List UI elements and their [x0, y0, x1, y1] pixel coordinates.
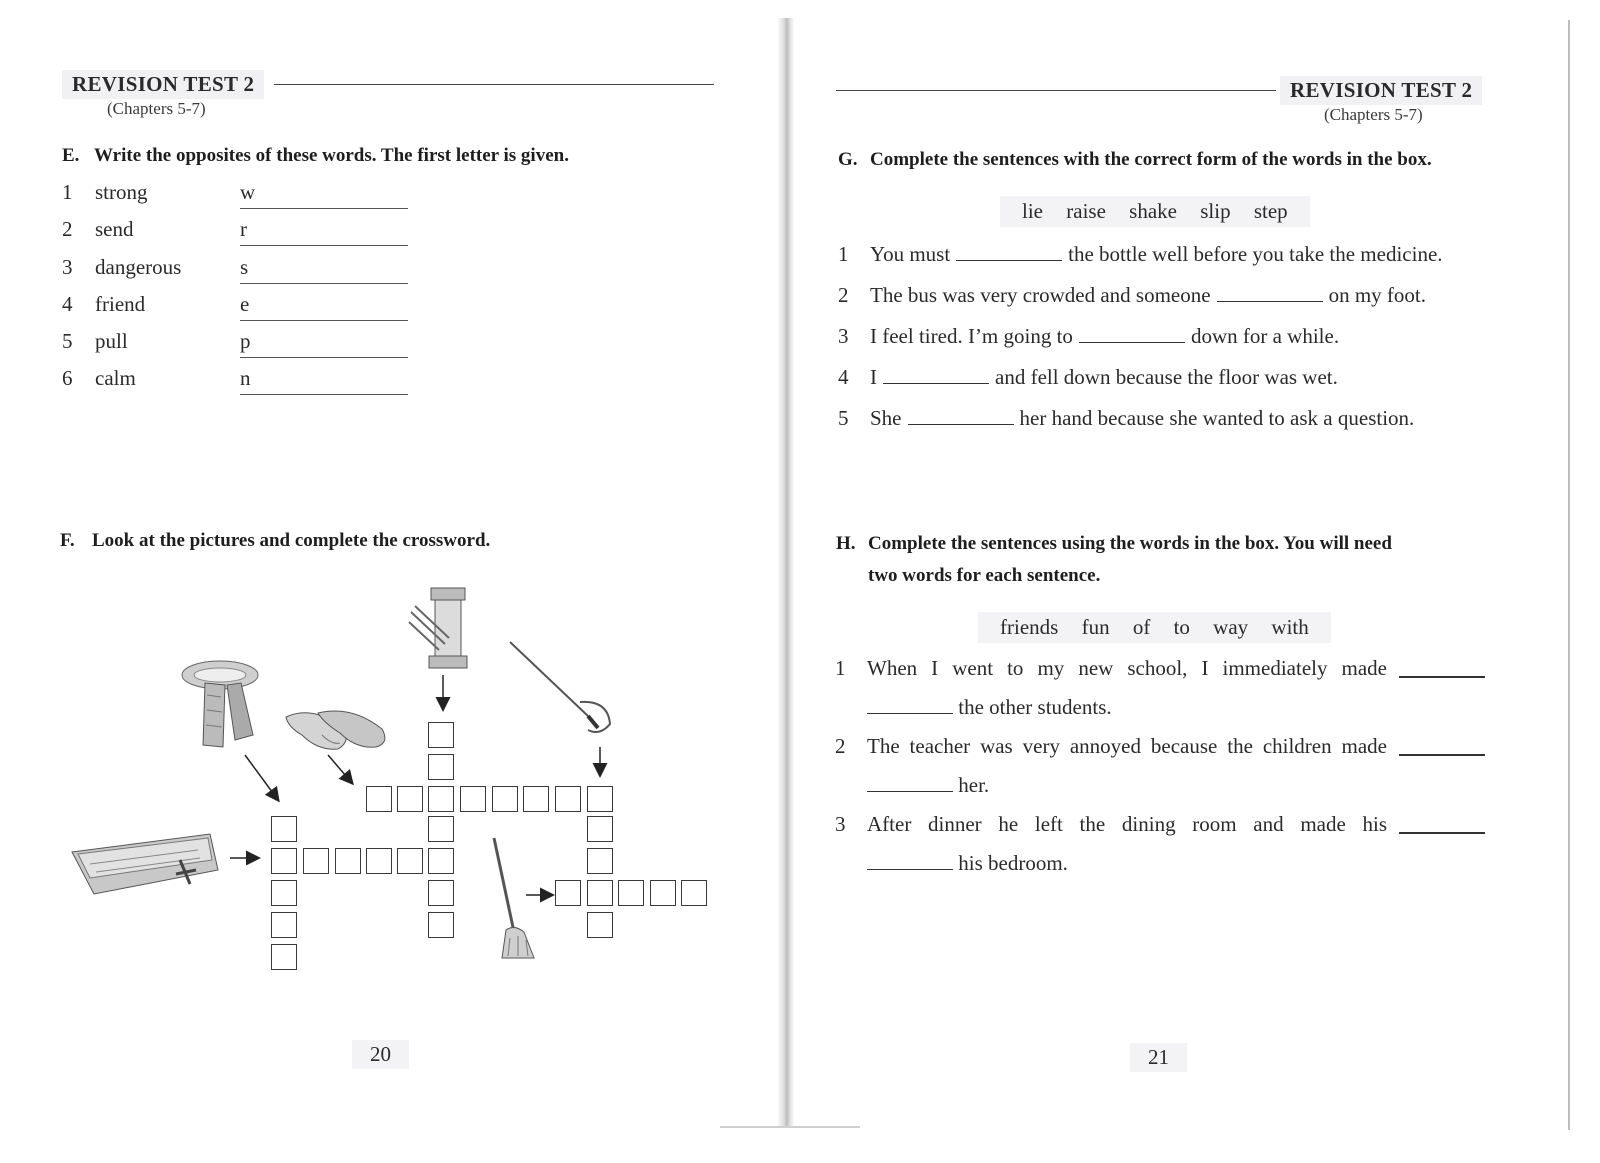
item-word: strong: [95, 180, 148, 204]
answer-blank[interactable]: [1399, 676, 1485, 678]
sentence-after: and fell down because the floor was wet.: [995, 365, 1338, 389]
word-box-item: way: [1213, 615, 1249, 639]
answer-blank[interactable]: [867, 778, 953, 792]
sentence-line2: the other students.: [958, 695, 1112, 719]
sentence-before: I feel tired. I’m going to: [870, 324, 1073, 348]
book-spine: [778, 18, 794, 1128]
sentence-number: 5: [838, 406, 849, 430]
left-header-rule: [274, 84, 714, 85]
sentence-after: down for a while.: [1190, 324, 1340, 348]
sentence-number: 2: [835, 734, 846, 758]
word-box-item: fun: [1081, 615, 1110, 639]
h-sentence-1: [835, 656, 1485, 726]
crossword-cell[interactable]: [335, 848, 361, 874]
crossword-cell[interactable]: [587, 912, 613, 938]
crossword-cell[interactable]: [555, 786, 581, 812]
crossword-cell[interactable]: [366, 786, 392, 812]
g-sentence-4: [838, 363, 1338, 391]
crossword-cell[interactable]: [523, 786, 549, 812]
h-sentence-3: [835, 812, 1485, 882]
answer-line[interactable]: [240, 320, 408, 321]
page-number-left: 20: [352, 1040, 409, 1069]
crossword-cell[interactable]: [271, 816, 297, 842]
word-box-item: friends: [1000, 615, 1059, 639]
first-letter: w: [240, 180, 256, 204]
opposite-row-4: [62, 292, 422, 322]
g-sentence-5: [838, 404, 1414, 432]
sentence-after: the bottle well before you take the medicine.: [1068, 242, 1443, 266]
sentence-line1: The teacher was very annoyed because the children made: [867, 734, 1387, 758]
g-sentence-2: [838, 281, 1426, 309]
word-box-item: shake: [1129, 199, 1177, 223]
sentence-line2-wrap: [867, 773, 989, 798]
crossword-cell[interactable]: [303, 848, 329, 874]
right-header-subtitle: (Chapters 5-7): [1324, 105, 1423, 124]
section-e-instruction: Write the opposites of these words. The first letter is given.: [94, 145, 569, 166]
answer-blank[interactable]: [908, 411, 1014, 425]
item-word: friend: [95, 292, 146, 316]
h-sentence-2: [835, 734, 1485, 804]
answer-line[interactable]: [240, 283, 408, 284]
sentence-line1: After dinner he left the dining room and made his: [867, 812, 1387, 836]
left-header-title: REVISION TEST 2: [62, 70, 264, 99]
crossword-cell[interactable]: [397, 848, 423, 874]
item-number: 1: [62, 180, 73, 204]
item-number: 4: [62, 292, 73, 316]
word-box-item: slip: [1200, 199, 1231, 223]
section-f-letter: F.: [60, 530, 75, 551]
crossword-cell[interactable]: [681, 880, 707, 906]
crossword-cell[interactable]: [366, 848, 392, 874]
opposite-row-5: [62, 329, 422, 359]
sentence-number: 2: [838, 283, 849, 307]
g-sentence-3: [838, 322, 1339, 350]
crossword-cell[interactable]: [428, 722, 454, 748]
sentence-line2-wrap: [867, 851, 1068, 876]
sentence-number: 1: [835, 656, 846, 680]
word-box-item: with: [1271, 615, 1309, 639]
answer-blank[interactable]: [956, 247, 1062, 261]
sentence-before: She: [870, 406, 902, 430]
sentence-number: 3: [835, 812, 846, 836]
crossword-cell[interactable]: [587, 786, 613, 812]
section-g-word-box: [1000, 196, 1310, 227]
word-box-item: raise: [1066, 199, 1106, 223]
section-h-word-box: [978, 612, 1331, 643]
right-header-title: REVISION TEST 2: [1280, 76, 1482, 105]
section-h-letter: H.: [836, 533, 856, 554]
sentence-before: You must: [870, 242, 951, 266]
sentence-after: on my foot.: [1328, 283, 1426, 307]
crossword-cell[interactable]: [555, 880, 581, 906]
crossword-cell[interactable]: [460, 786, 486, 812]
answer-blank[interactable]: [867, 700, 953, 714]
sentence-line2-wrap: [867, 695, 1112, 720]
answer-blank[interactable]: [1399, 832, 1485, 834]
sentence-number: 3: [838, 324, 849, 348]
g-sentence-1: [838, 240, 1443, 268]
sentence-line1: When I went to my new school, I immediately made: [867, 656, 1387, 680]
sentence-number: 1: [838, 242, 849, 266]
sentence-line2: her.: [958, 773, 990, 797]
crossword-cell[interactable]: [587, 848, 613, 874]
section-g-letter: G.: [838, 149, 858, 170]
crossword-cell[interactable]: [271, 912, 297, 938]
first-letter: e: [240, 292, 250, 316]
crossword-cell[interactable]: [271, 944, 297, 970]
item-number: 2: [62, 217, 73, 241]
item-word: send: [95, 217, 134, 241]
item-number: 3: [62, 255, 73, 279]
sentence-after: her hand because she wanted to ask a question.: [1019, 406, 1415, 430]
section-h-instruction-line1: Complete the sentences using the words in the box. You will need: [868, 533, 1392, 554]
first-letter: n: [240, 366, 251, 390]
page-edge: [1568, 20, 1570, 1130]
first-letter: r: [240, 217, 247, 241]
crossword-cell[interactable]: [587, 816, 613, 842]
section-g-instruction: Complete the sentences with the correct form of the words in the box.: [870, 149, 1432, 170]
sentence-line2: his bedroom.: [958, 851, 1068, 875]
crossword-cell[interactable]: [428, 848, 454, 874]
page-number-right: 21: [1130, 1043, 1187, 1072]
left-page: [0, 0, 780, 1163]
first-letter: p: [240, 329, 251, 353]
section-g-heading: [838, 144, 1432, 176]
answer-blank[interactable]: [883, 370, 989, 384]
crossword-cell[interactable]: [492, 786, 518, 812]
crossword-cell[interactable]: [397, 786, 423, 812]
item-number: 6: [62, 366, 73, 390]
opposite-row-6: [62, 366, 422, 396]
sentence-before: The bus was very crowded and someone: [870, 283, 1211, 307]
section-e-letter: E.: [62, 145, 80, 166]
crossword-cell[interactable]: [650, 880, 676, 906]
answer-line[interactable]: [240, 208, 408, 209]
section-h-heading: [836, 528, 1496, 592]
sentence-before: I: [870, 365, 877, 389]
crossword-cell[interactable]: [428, 880, 454, 906]
section-h-instruction-line2: two words for each sentence.: [868, 565, 1101, 586]
right-header-rule: [836, 90, 1276, 91]
crossword-cell[interactable]: [428, 816, 454, 842]
item-word: dangerous: [95, 255, 182, 279]
opposite-row-3: [62, 255, 422, 285]
answer-line[interactable]: [240, 394, 408, 395]
first-letter: s: [240, 255, 249, 279]
word-box-item: step: [1253, 199, 1288, 223]
crossword-cell[interactable]: [271, 880, 297, 906]
crossword-cell[interactable]: [428, 912, 454, 938]
answer-blank[interactable]: [867, 856, 953, 870]
left-header-subtitle: (Chapters 5-7): [107, 99, 206, 118]
item-word: calm: [95, 366, 136, 390]
opposite-row-2: [62, 217, 422, 247]
answer-line[interactable]: [240, 357, 408, 358]
word-box-item: of: [1132, 615, 1151, 639]
crossword-cell[interactable]: [271, 848, 297, 874]
word-box-item: to: [1173, 615, 1190, 639]
answer-blank[interactable]: [1399, 754, 1485, 756]
answer-line[interactable]: [240, 245, 408, 246]
section-f-instruction: Look at the pictures and complete the crossword.: [92, 530, 491, 551]
sentence-number: 4: [838, 365, 849, 389]
item-number: 5: [62, 329, 73, 353]
crossword-cell[interactable]: [428, 786, 454, 812]
section-e-heading: [62, 140, 569, 172]
opposite-row-1: [62, 180, 422, 210]
word-box-item: lie: [1022, 199, 1043, 223]
item-word: pull: [95, 329, 128, 353]
boat-picture: [70, 830, 222, 898]
crossword-cell[interactable]: [618, 880, 644, 906]
answer-blank[interactable]: [1217, 288, 1323, 302]
answer-blank[interactable]: [1079, 329, 1185, 343]
crossword-cell[interactable]: [428, 754, 454, 780]
section-f-heading: [60, 525, 490, 557]
crossword-cell[interactable]: [587, 880, 613, 906]
